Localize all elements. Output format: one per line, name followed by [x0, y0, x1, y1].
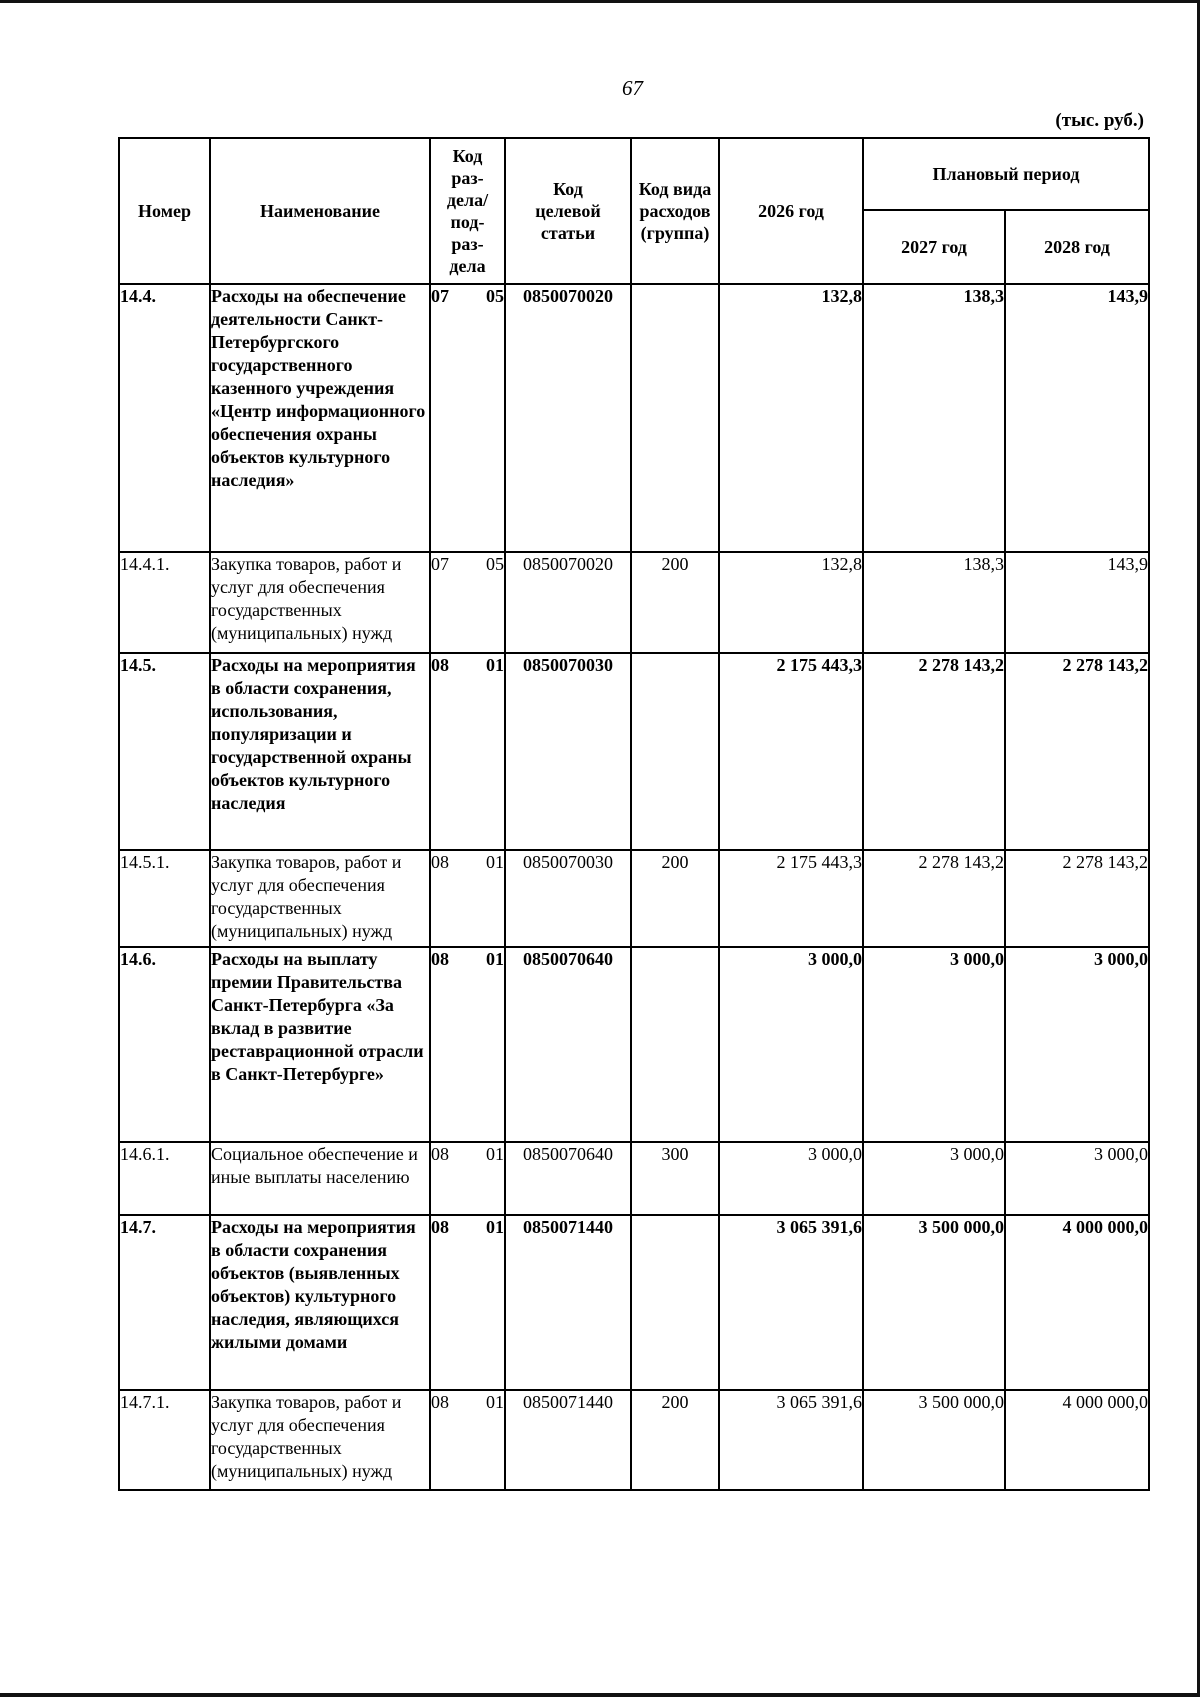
header-number: Номер — [119, 138, 210, 284]
row-kind-code: 200 — [631, 1390, 719, 1490]
row-subsection-code: 05 — [486, 286, 504, 306]
row-section — [430, 552, 505, 653]
row-amount-2028: 3 000,0 — [1005, 947, 1149, 1142]
row-amount-2028: 2 278 143,2 — [1005, 850, 1149, 947]
row-section — [430, 1142, 505, 1215]
row-number: 14.5. — [119, 653, 210, 850]
row-section — [430, 653, 505, 850]
row-number: 14.4. — [119, 284, 210, 552]
row-target-code: 0850071440 — [505, 1390, 631, 1490]
row-amount-2027: 3 000,0 — [863, 947, 1005, 1142]
row-subsection-code: 01 — [486, 1392, 504, 1412]
row-amount-2028: 3 000,0 — [1005, 1142, 1149, 1215]
row-target-code: 0850070030 — [505, 653, 631, 850]
row-target-code: 0850071440 — [505, 1215, 631, 1390]
row-number: 14.6. — [119, 947, 210, 1142]
row-section — [430, 1390, 505, 1490]
row-target-code: 0850070640 — [505, 1142, 631, 1215]
row-kind-code: 300 — [631, 1142, 719, 1215]
row-section-code: 08 — [431, 852, 449, 872]
row-kind-code: 200 — [631, 552, 719, 653]
row-target-code: 0850070030 — [505, 850, 631, 947]
row-kind-code — [631, 653, 719, 850]
header-section — [430, 138, 505, 284]
row-name: Расходы на выплату премии Правительства Санкт-Петербурга «За вклад в развитие реставрационной отрасли в Санкт-Петербурге» — [210, 947, 430, 1142]
row-name: Расходы на мероприятия в области сохранения объектов (выявленных объектов) культурного наследия, являющихся жилыми домами — [210, 1215, 430, 1390]
header-kind: Код вида расходов (группа) — [631, 138, 719, 284]
row-amount-2027: 3 500 000,0 — [863, 1215, 1005, 1390]
row-amount-2026: 3 065 391,6 — [719, 1215, 863, 1390]
row-section-code: 08 — [431, 1144, 449, 1164]
row-target-code: 0850070640 — [505, 947, 631, 1142]
header-section-text: Код раз- дела/ под- раз- дела — [446, 146, 489, 276]
page-border — [0, 1693, 1200, 1697]
header-target — [505, 138, 631, 284]
row-section — [430, 284, 505, 552]
row-amount-2026: 3 000,0 — [719, 947, 863, 1142]
row-amount-2028: 2 278 143,2 — [1005, 653, 1149, 850]
row-subsection-code: 01 — [486, 1217, 504, 1237]
table-row — [119, 284, 1149, 552]
table-row — [119, 1142, 1149, 1215]
header-year-2026: 2026 год — [719, 138, 863, 284]
row-target-code: 0850070020 — [505, 552, 631, 653]
row-amount-2026: 3 065 391,6 — [719, 1390, 863, 1490]
row-kind-code: 200 — [631, 850, 719, 947]
row-target-code: 0850070020 — [505, 284, 631, 552]
row-section-code: 08 — [431, 949, 449, 969]
header-target-text: Код целевой статьи — [535, 179, 601, 243]
page-number: 67 — [622, 76, 643, 100]
row-name: Расходы на мероприятия в области сохранения, использования, популяризации и государственной охраны объектов культурного наследия — [210, 653, 430, 850]
row-kind-code — [631, 947, 719, 1142]
row-amount-2028: 143,9 — [1005, 284, 1149, 552]
row-section-code: 08 — [431, 1217, 449, 1237]
row-amount-2027: 2 278 143,2 — [863, 653, 1005, 850]
row-section — [430, 947, 505, 1142]
table-row — [119, 947, 1149, 1142]
units-label: (тыс. руб.) — [1055, 110, 1144, 131]
row-section-code: 07 — [431, 286, 449, 306]
row-amount-2026: 3 000,0 — [719, 1142, 863, 1215]
row-amount-2026: 2 175 443,3 — [719, 653, 863, 850]
table-row — [119, 850, 1149, 947]
page-border — [0, 0, 1200, 3]
row-name: Закупка товаров, работ и услуг для обеспечения государственных (муниципальных) нужд — [210, 1390, 430, 1490]
row-subsection-code: 01 — [486, 949, 504, 969]
table-row — [119, 1215, 1149, 1390]
row-kind-code — [631, 284, 719, 552]
row-name: Закупка товаров, работ и услуг для обеспечения государственных (муниципальных) нужд — [210, 552, 430, 653]
row-section-code: 07 — [431, 554, 449, 574]
table-row — [119, 552, 1149, 653]
row-kind-code — [631, 1215, 719, 1390]
row-amount-2026: 132,8 — [719, 284, 863, 552]
row-section — [430, 850, 505, 947]
row-amount-2027: 2 278 143,2 — [863, 850, 1005, 947]
row-amount-2028: 4 000 000,0 — [1005, 1390, 1149, 1490]
row-section-code: 08 — [431, 655, 449, 675]
row-amount-2026: 132,8 — [719, 552, 863, 653]
row-name: Расходы на обеспечение деятельности Санкт-Петербургского государственного казенного учреждения «Центр информационного обеспечения охраны объектов культурного наследия» — [210, 284, 430, 552]
header-planned-period: Плановый период — [863, 138, 1149, 210]
row-number: 14.7. — [119, 1215, 210, 1390]
table-row — [119, 1390, 1149, 1490]
row-name: Социальное обеспечение и иные выплаты населению — [210, 1142, 430, 1215]
row-amount-2027: 3 000,0 — [863, 1142, 1005, 1215]
row-number: 14.4.1. — [119, 552, 210, 653]
row-subsection-code: 01 — [486, 852, 504, 872]
row-subsection-code: 01 — [486, 1144, 504, 1164]
header-year-2028: 2028 год — [1005, 210, 1149, 284]
row-amount-2027: 138,3 — [863, 284, 1005, 552]
row-amount-2028: 143,9 — [1005, 552, 1149, 653]
row-name: Закупка товаров, работ и услуг для обеспечения государственных (муниципальных) нужд — [210, 850, 430, 947]
row-section-code: 08 — [431, 1392, 449, 1412]
table-row — [119, 653, 1149, 850]
row-amount-2027: 3 500 000,0 — [863, 1390, 1005, 1490]
row-number: 14.6.1. — [119, 1142, 210, 1215]
row-amount-2028: 4 000 000,0 — [1005, 1215, 1149, 1390]
row-section — [430, 1215, 505, 1390]
row-number: 14.5.1. — [119, 850, 210, 947]
row-amount-2026: 2 175 443,3 — [719, 850, 863, 947]
header-name: Наименование — [210, 138, 430, 284]
row-number: 14.7.1. — [119, 1390, 210, 1490]
budget-table — [118, 137, 1150, 1491]
row-subsection-code: 05 — [486, 554, 504, 574]
header-year-2027: 2027 год — [863, 210, 1005, 284]
row-amount-2027: 138,3 — [863, 552, 1005, 653]
row-subsection-code: 01 — [486, 655, 504, 675]
